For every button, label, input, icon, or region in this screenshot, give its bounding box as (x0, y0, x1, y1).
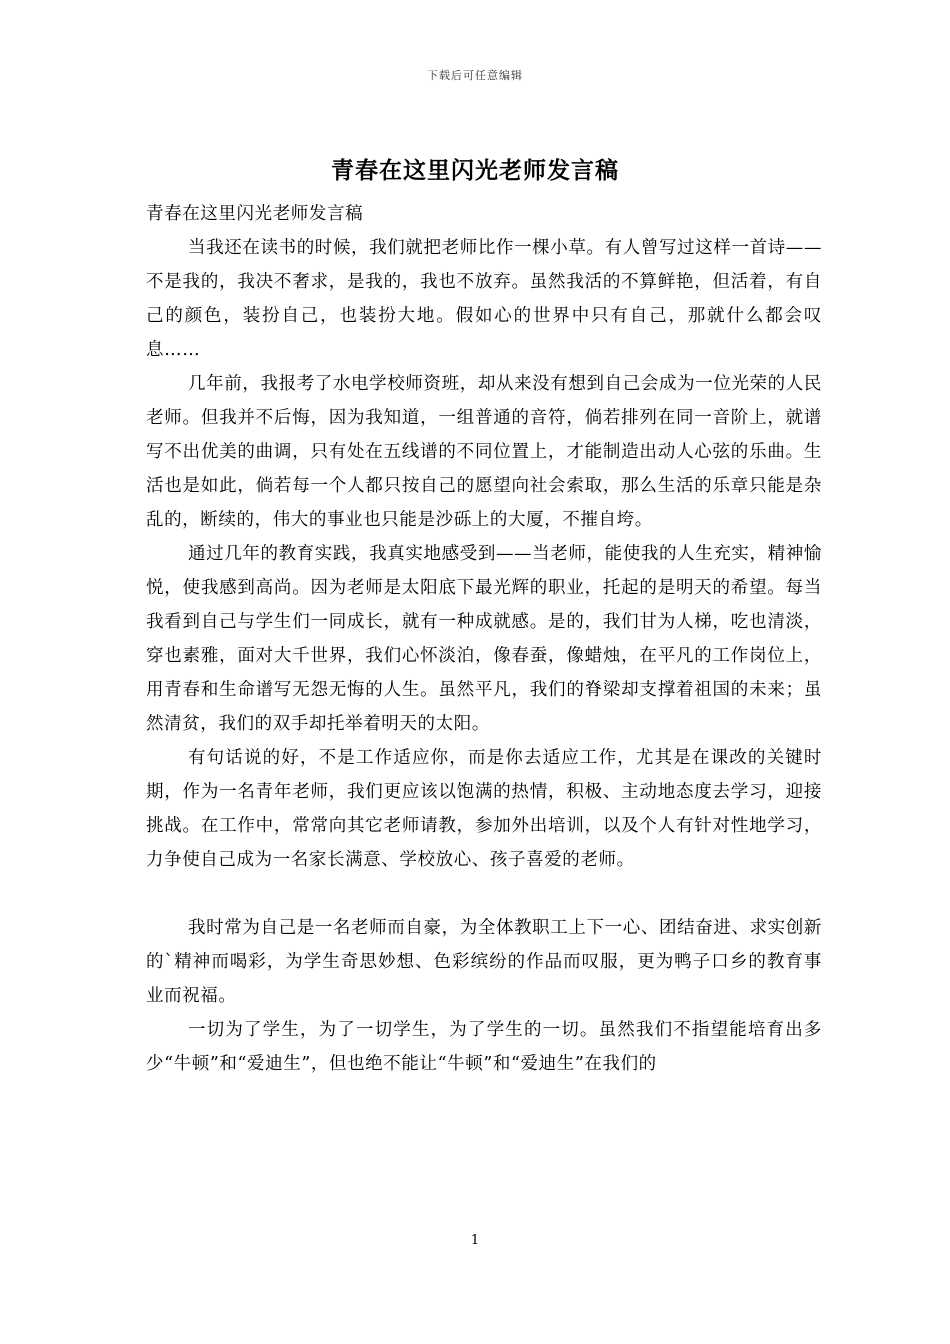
paragraph-4: 有句话说的好，不是工作适应你，而是你去适应工作，尤其是在课改的关键时期，作为一名青年老师，我们更应该以饱满的热情，积极、主动地态度去学习，迎接挑战。在工作中，常常向其它老师请教，参加外出培训，以及个人有针对性地学习，力争使自己成为一名家长满意、学校放心、孩子喜爱的老师。 (146, 748, 822, 870)
paragraph-3: 通过几年的教育实践，我真实地感受到——当老师，能使我的人生充实，精神愉悦，使我感到高尚。因为老师是太阳底下最光辉的职业，托起的是明天的希望。每当我看到自己与学生们一同成长，就有一种成就感。是的，我们甘为人梯，吃也清淡，穿也素雅，面对大千世界，我们心怀淡泊，像春蚕，像蜡烛，在平凡的工作岗位上，用青春和生命谱写无怨无悔的人生。虽然平凡，我们的脊梁却支撑着祖国的未来；虽然清贫，我们的双手却托举着明天的太阳。 (146, 544, 822, 734)
blank-line (146, 877, 822, 911)
document-body (146, 197, 822, 1081)
page-title: 青春在这里闪光老师发言稿 (331, 157, 619, 184)
paragraph-1: 当我还在读书的时候，我们就把老师比作一棵小草。有人曾写过这样一首诗——不是我的，我决不奢求，是我的，我也不放弃。虽然我活的不算鲜艳，但活着，有自己的颜色，装扮自己，也装扮大地。假如心的世界中只有自己，那就什么都会叹息…… (146, 238, 822, 360)
paragraph-2: 几年前，我报考了水电学校师资班，却从来没有想到自己会成为一位光荣的人民老师。但我并不后悔，因为我知道，一组普通的音符，倘若排列在同一音阶上，就谱写不出优美的曲调，只有处在五线谱的不同位置上，才能制造出动人心弦的乐曲。生活也是如此，倘若每一个人都只按自己的愿望向社会索取，那么生活的乐章只能是杂乱的，断续的，伟大的事业也只能是沙砾上的大厦，不摧自垮。 (146, 374, 822, 530)
paragraph-5: 我时常为自己是一名老师而自豪，为全体教职工上下一心、团结奋进、求实创新的`精神而喝彩，为学生奇思妙想、色彩缤纷的作品而叹服，更为鸭子口乡的教育事业而祝福。 (146, 918, 822, 1006)
page-number: 1 (470, 1233, 480, 1248)
header-note: 下载后可任意编辑 (427, 69, 523, 82)
paragraph-6: 一切为了学生，为了一切学生，为了学生的一切。虽然我们不指望能培育出多少“牛顿”和“爱迪生”，但也绝不能让“牛顿”和“爱迪生”在我们的 (146, 1020, 822, 1074)
subtitle-line: 青春在这里闪光老师发言稿 (146, 204, 364, 224)
